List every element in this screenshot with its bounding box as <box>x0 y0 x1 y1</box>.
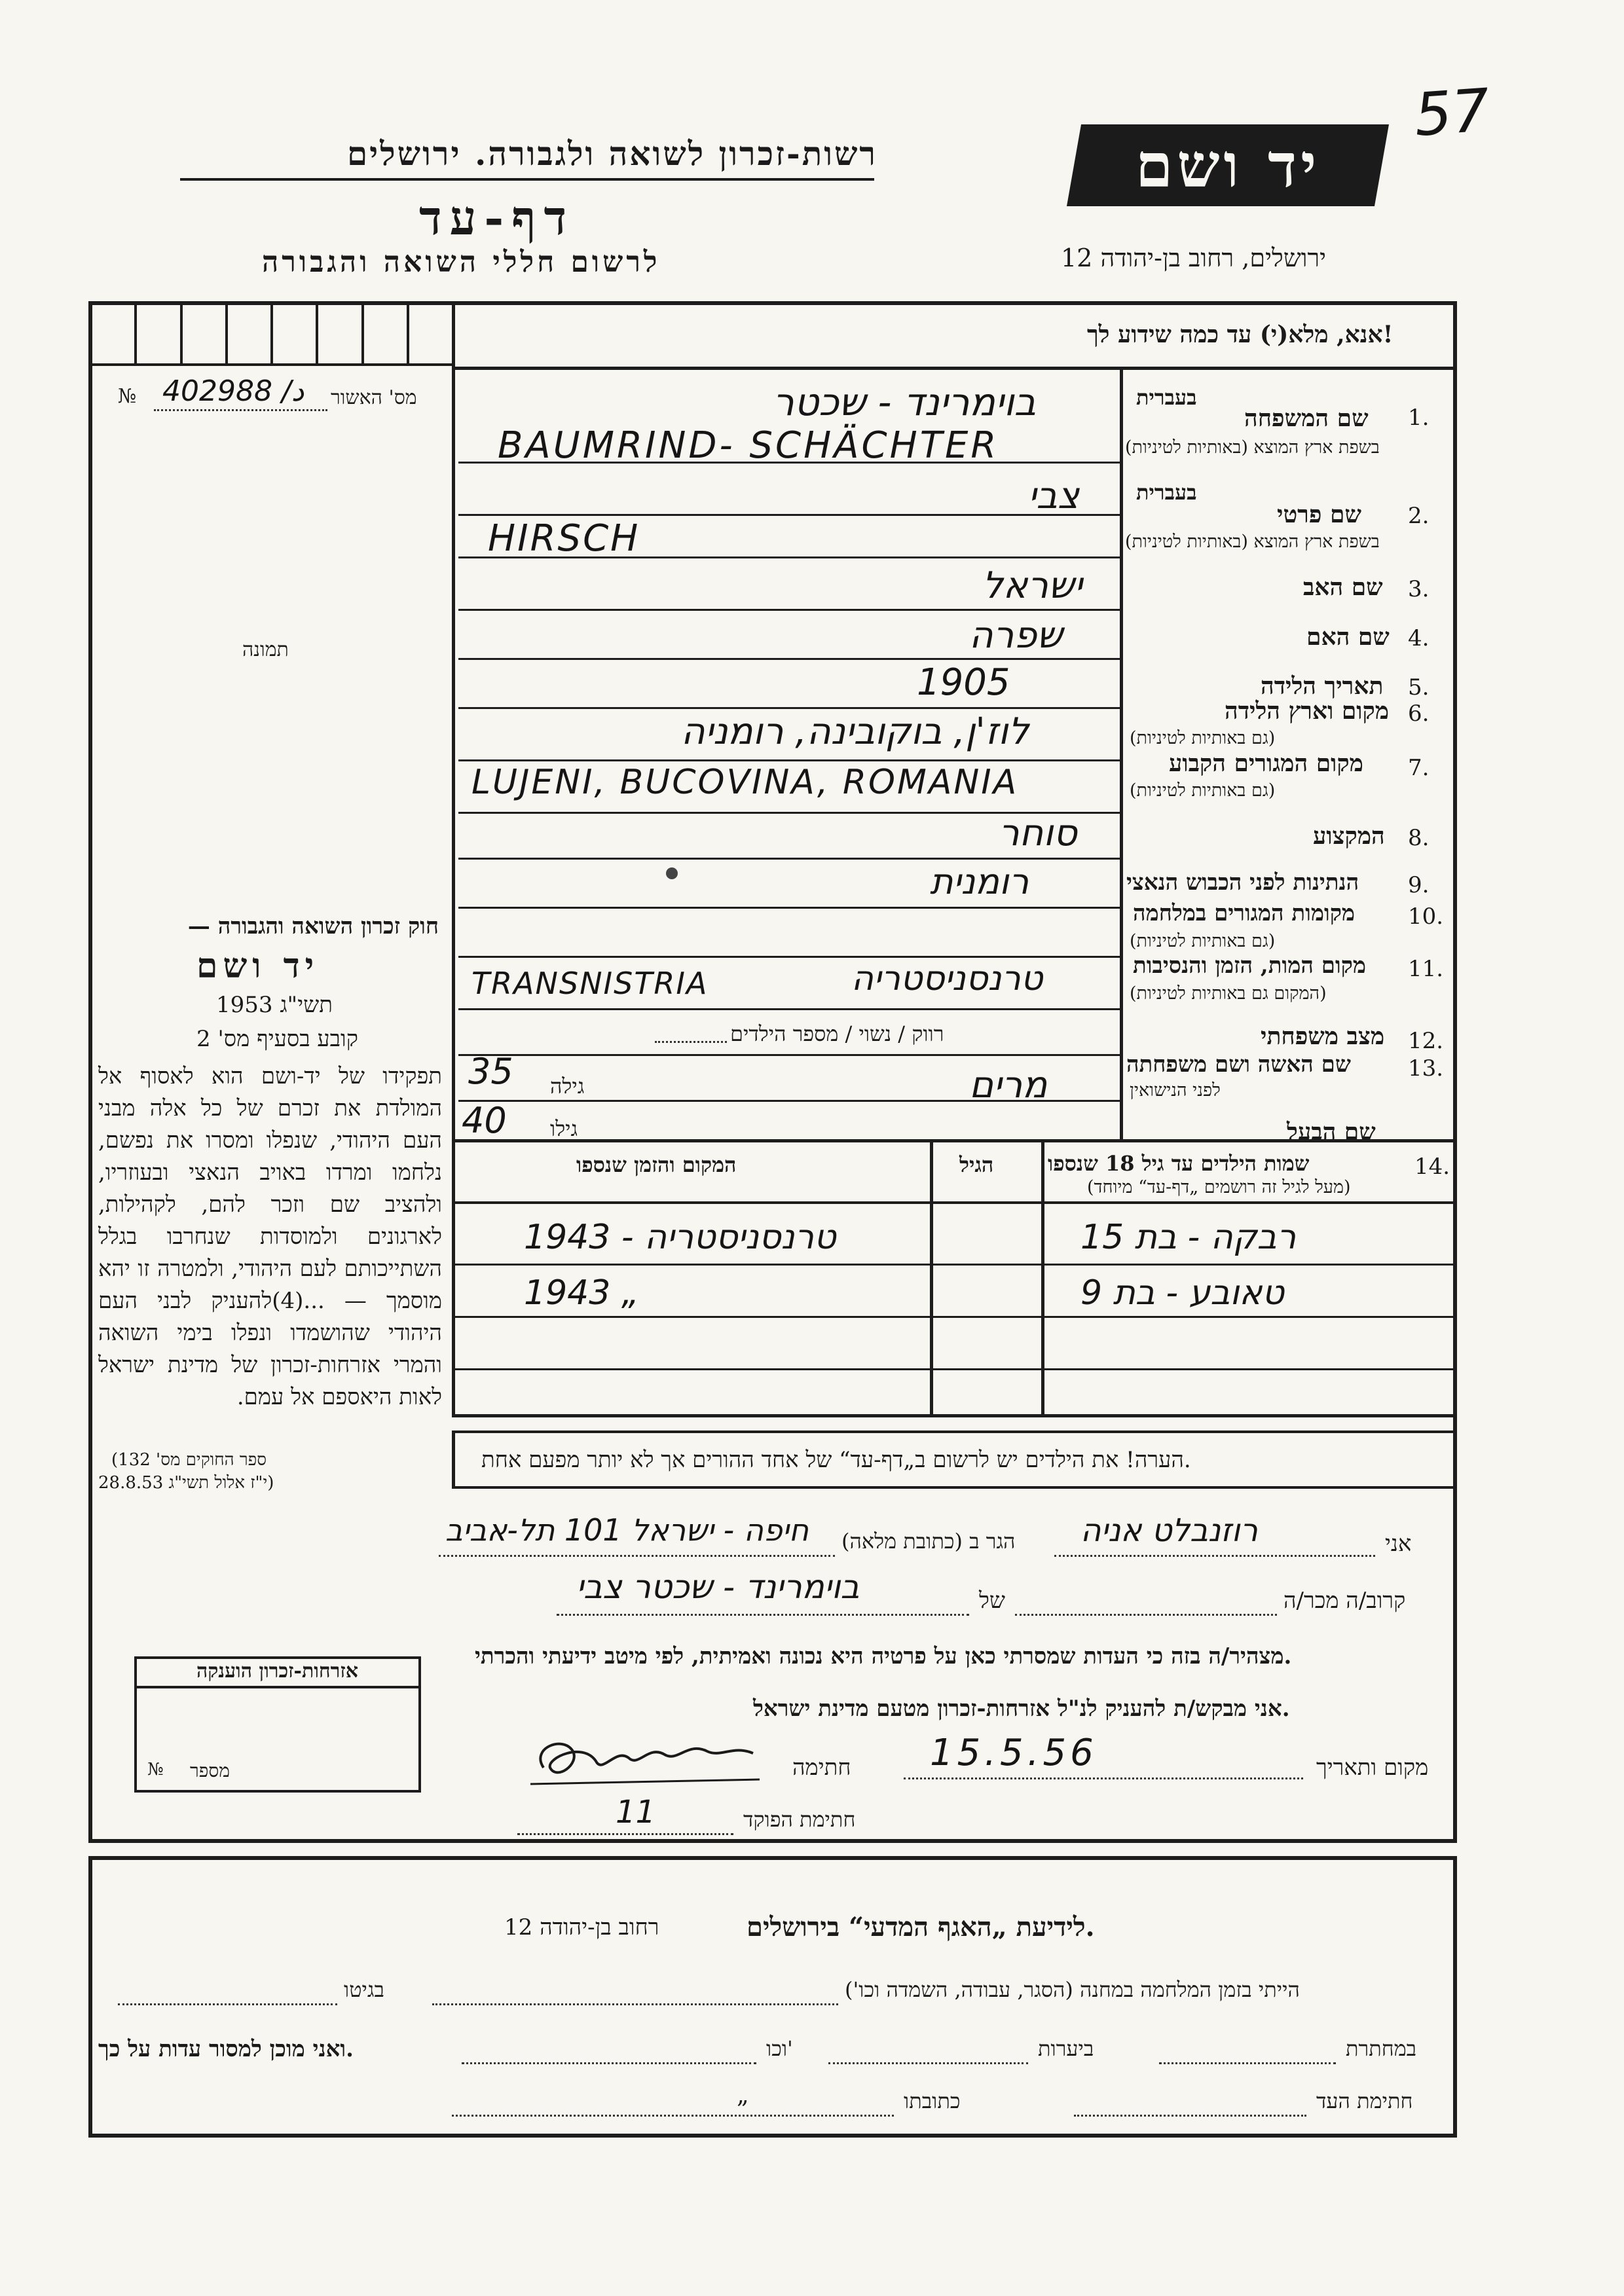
child-1-place: טרנסניסטריה - 1943 <box>524 1218 836 1257</box>
authority-name: רשות-זכרון לשואה ולגבורה. ירושלים <box>346 134 877 173</box>
place-date-label: מקום ותאריך <box>1316 1755 1429 1781</box>
intro-text: אנא, מלא(י) עד כמה שידוע לך! <box>1087 321 1393 348</box>
footer-witness-signature: חתימת העד <box>1316 2088 1413 2113</box>
photo-label: תמונה <box>242 638 289 661</box>
officer-signature-label: חתימת הפוקד <box>743 1807 856 1832</box>
law-citation-2: י"ז אלול תשי"ג 28.8.53) <box>98 1473 274 1493</box>
footer-line1-ghetto: בגיטו <box>344 1977 384 2002</box>
footer-witness-address: כתובתו <box>904 2088 961 2113</box>
col-hebrew-1: בעברית <box>1136 385 1197 410</box>
declaration-request: אני מבקש/ת להעניק לנ"ל אזרחות-זכרון מטעם מדינת ישראל. <box>753 1696 1290 1722</box>
declaration-statement: מצהיר/ה בזה כי העדות שמסרתי כאן על פרטיה היא נכונה ואמיתית, לפי מיטב ידיעתי והכרתי. <box>475 1643 1292 1669</box>
footer-underground: במחתרת <box>1346 2036 1417 2061</box>
value-family-name-hebrew: בוימרינד - שכטר <box>773 380 1037 424</box>
value-death-place-latin: TRANSNISTRIA <box>471 966 709 1001</box>
value-death-place-hebrew: טרנסניסטריה <box>851 959 1043 998</box>
children-col-age: הגיל <box>959 1152 994 1177</box>
footer-forests: ביערות <box>1038 2036 1094 2061</box>
child-1-name: רבקה - בת 15 <box>1080 1218 1297 1257</box>
approval-number-prefix: № <box>118 385 137 408</box>
field-label-family-name: שם המשפחה <box>1244 405 1369 432</box>
children-col-place: המקום והזמן שנספו <box>576 1152 737 1177</box>
declaration-of-label: של <box>979 1588 1005 1614</box>
page-number-stamp: 57 <box>1412 76 1492 150</box>
value-mother: שפרה <box>969 614 1063 657</box>
col-hebrew-2: בעברית <box>1136 480 1197 505</box>
child-2-name: טאובע - בת 9 <box>1080 1273 1284 1313</box>
law-year: תשי"ג 1953 <box>216 992 333 1018</box>
footer-willing: ואני מוכן למסור עדות על כך. <box>98 2036 354 2062</box>
law-citation-1: (ספר החוקים מס' 132 <box>111 1450 267 1470</box>
signature-scribble <box>517 1722 773 1794</box>
declaration-date: 15.5.56 <box>930 1732 1098 1774</box>
yad-vashem-logo: יד ושם <box>1067 124 1389 206</box>
value-first-name-hebrew: צבי <box>1028 475 1080 517</box>
note-text: הערה! את הילדים יש לרשום ב„דף-עד“ של אחד ההורים אך לא יותר מפעם אחת. <box>481 1447 1191 1473</box>
value-marital-status: רווק / נשוי / מספר הילדים <box>730 1021 944 1046</box>
field-label-death: מקום המות, הזמן והנסיבות <box>1133 953 1367 979</box>
certificate-title: אזרחות-זכרון הוענקה <box>196 1660 359 1683</box>
officer-mark: 11 <box>616 1794 656 1831</box>
footer-etc: וכו' <box>766 2036 793 2061</box>
field-label-mother: שם האם <box>1306 623 1390 651</box>
law-text: תפקידו של יד-ושם הוא לאסוף אל המולדת את זכרם של כל אלה מבני העם היהודי, שנפלו ומסרו את נפשם, נלחמו ומרדו באויב הנאצי ובעוזריו, ולהציב שם וזכר להם, לקהילות, לארגונים ולמוסדות שנחרבו בגלל השתייכותם לעם היהודי, ולמטרה זו יהא מוסמך — ...(4)להעניק לבני העם היהודי שהושמדו ונפלו בימי השואה והמרי אזרחות-זכרון של מדינת ישראל לאות היאספם אל עמם. <box>98 1063 442 1410</box>
law-name: יד ושם <box>196 946 320 986</box>
field-label-birthplace: מקום וארץ הלידה <box>1225 697 1390 725</box>
field-label-citizenship: הנתינות לפני הכבוש הנאצי <box>1126 869 1359 896</box>
form-subtitle: לרשום חללי השואה והגבורה <box>262 246 661 279</box>
deceased-name: בוימרינד - שכטר צבי <box>576 1568 860 1606</box>
value-husband-age: 40 <box>462 1100 507 1141</box>
approval-number: 402988 /د <box>162 374 304 408</box>
field-label-birth-date: תאריך הלידה <box>1261 672 1384 700</box>
footer-line1-camp: הייתי בזמן המלחמה במחנה (הסגר, עבודה, השמדה וכו') <box>845 1977 1300 2002</box>
certificate-number-label: מספר <box>190 1760 230 1781</box>
field-label-profession: המקצוע <box>1313 822 1385 850</box>
value-birth-date: 1905 <box>917 661 1010 704</box>
children-label: שמות הילדים עד גיל 18 שנספו <box>1048 1151 1310 1176</box>
signature-label: חתימה <box>792 1755 851 1781</box>
field-label-residence: מקום המגורים הקבוע <box>1169 750 1363 777</box>
law-reference: קובע בסעיף מס' 2 <box>196 1026 358 1052</box>
value-profession: סוחר <box>999 812 1077 854</box>
scan-speck <box>666 867 678 879</box>
certificate-number-prefix: № <box>147 1760 164 1779</box>
child-2-place: 1943 „ <box>524 1273 639 1313</box>
law-title: חוק זכרון השואה והגבורה — <box>187 913 439 939</box>
value-birthplace: לוז'ן, בוקובינה, רומניה <box>681 710 1029 753</box>
field-label-wartime-residence: מקומות המגורים במלחמה <box>1133 900 1356 926</box>
field-label-wife: שם האשה ושם משפחתה <box>1126 1051 1351 1078</box>
office-use-boxes <box>92 305 452 364</box>
approval-label: מס' האשור <box>331 386 417 409</box>
form-title: דף-עד <box>419 190 575 246</box>
footer-quote-mark: „ <box>737 2082 749 2109</box>
declaration-i-label: אני <box>1385 1531 1412 1557</box>
value-residence: LUJENI, BUCOVINA, ROMANIA <box>471 763 1019 802</box>
husband-age-label: גילו <box>550 1116 578 1141</box>
declarant-address: חיפה - ישראל 101 תל-אביב <box>445 1512 809 1548</box>
field-label-first-name: שם פרטי <box>1277 501 1361 528</box>
field-label-husband: שם הבעל <box>1287 1118 1376 1146</box>
value-first-name-latin: HIRSCH <box>488 517 640 560</box>
value-father: ישראל <box>982 564 1083 607</box>
header-address: ירושלים, רחוב בן-יהודה 12 <box>1061 244 1327 272</box>
declaration-resides-label: הגר ב (כתובת מלאה) <box>841 1529 1016 1554</box>
value-wife-age: 35 <box>468 1051 513 1092</box>
value-wife-name: מרים <box>969 1064 1048 1106</box>
footer-title: לידיעת „האגף המדעי“ בירושלים. <box>747 1912 1095 1942</box>
field-label-father: שם האב <box>1303 574 1383 601</box>
wife-age-label: גילה <box>550 1074 585 1099</box>
footer-address: רחוב בן-יהודה 12 <box>504 1914 659 1941</box>
value-citizenship: רומנית <box>930 861 1029 902</box>
field-label-marital: מצב משפחתי <box>1261 1023 1385 1050</box>
declarant-name: רוזנבלט אניה <box>1080 1512 1258 1549</box>
declaration-relative-label: קרוב/ה מכר/ה <box>1283 1588 1406 1614</box>
value-family-name-latin: BAUMRIND- SCHÄCHTER <box>498 424 999 467</box>
